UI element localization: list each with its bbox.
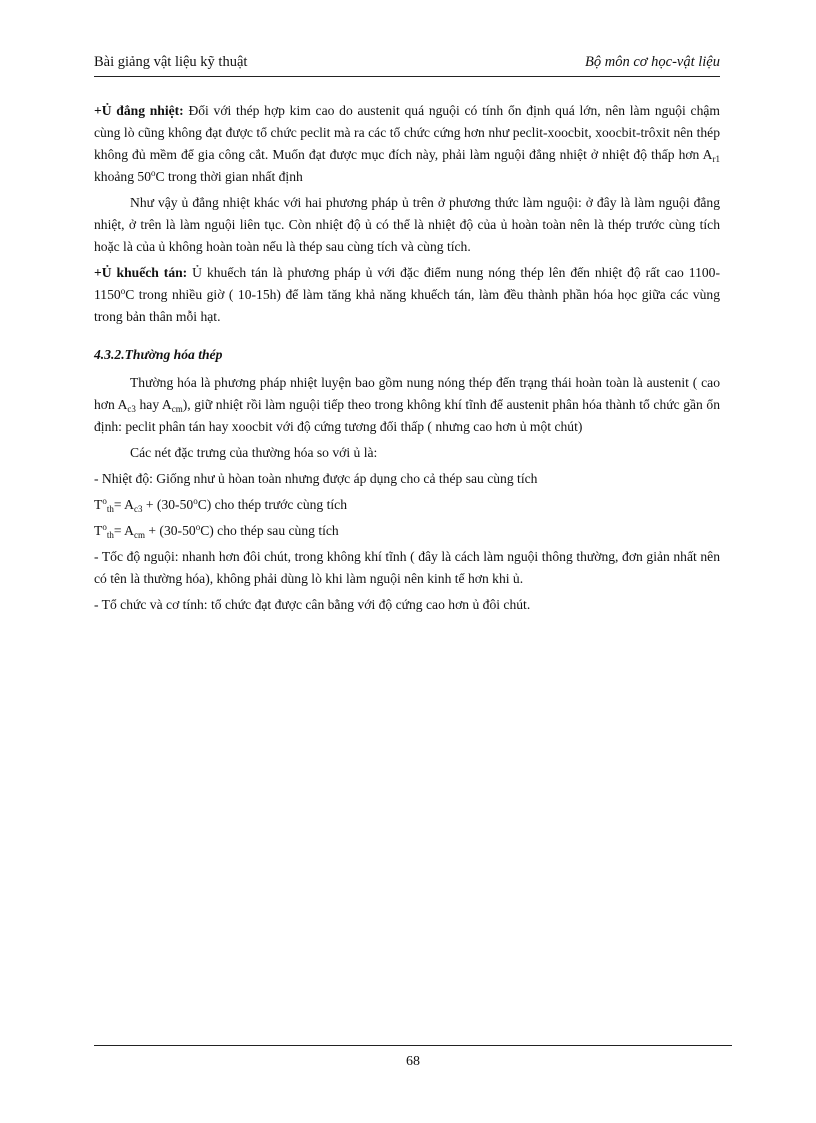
formula-hypoeutectoid: $T^o_{th}= A_{c3} + (30-50^oC)$ cho thép trước cùng tích xyxy=(94,496,348,514)
paragraph-diffusion-annealing: +Ủ khuếch tán: Ủ khuếch tán là phương pháp ủ với đặc điểm nung nóng thép lên đến nhiệt độ rất cao 1100-1150$^o$C trong nhiều giờ ( 10-15h) để làm tăng khả năng khuếch tán, làm đều thành phần hóa học giữa các vùng trong bản thân mỗi hạt. xyxy=(94,265,720,324)
paragraph-characteristics-intro: Các nét đặc trưng của thường hóa so với ủ là: xyxy=(130,445,378,460)
page-header xyxy=(94,50,720,77)
paragraph-isothermal-annealing: +Ủ đẳng nhiệt: Đối với thép hợp kim cao do austenit quá nguội có tính ổn định quá lớn, nên làm nguội chậm cùng lò cũng không đạt được tổ chức peclit mà ra các tổ chức cứng hơn như peclit-xoocbit, xoocbit-trôxit nên thép không đủ mềm để gia công cắt. Muốn đạt được mục đích này, phải làm nguội đẳng nhiệt ở nhiệt độ thấp hơn $A_{r1}$ khoảng 50$^o$C trong thời gian nhất định xyxy=(94,103,720,184)
term-diffusion-annealing: +Ủ khuếch tán: xyxy=(94,265,188,280)
paragraph-normalizing-definition: Thường hóa là phương pháp nhiệt luyện bao gồm nung nóng thép đến trạng thái hoàn toàn là austenit ( cao hơn $A_{c3}$ hay $A_{cm}$), giữ nhiệt rồi làm nguội tiếp theo trong không khí tĩnh để austenit phân hóa thành tổ chức gần ổn định: peclit phân tán hay xoocbit với độ cứng tương đối thấp ( nhưng cao hơn ủ một chút) xyxy=(94,375,721,434)
section-heading: 4.3.2.Thường hóa thép xyxy=(94,347,223,362)
paragraph-comparison: Như vậy ủ đẳng nhiệt khác với hai phương pháp ủ trên ở phương thức làm nguội: ở đây là làm nguội đẳng nhiệt, ở trên là làm nguội liên tục. Còn nhiệt độ ủ có thể là nhiệt độ của ủ hoàn toàn nên là thép trước cùng tích hoặc là của ủ không hoàn toàn nếu là thép sau cùng tích và cùng tích. xyxy=(94,195,720,254)
footer-divider xyxy=(94,1045,732,1046)
formula-hypereutectoid: $T^o_{th}= A_{cm} + (30-50^oC)$ cho thép sau cùng tích xyxy=(94,522,339,540)
page-number: 68 xyxy=(406,1054,420,1069)
term-isothermal-annealing: +Ủ đẳng nhiệt: xyxy=(94,103,184,118)
bullet-cooling-rate: - Tốc độ nguội: nhanh hơn đôi chút, trong không khí tĩnh ( đây là cách làm nguội thông thường, đơn giản nhất nên có tên là thường hóa), không phải dùng lò khi làm nguội nên kinh tế hơn khi ủ. xyxy=(94,549,720,586)
header-department: Bộ môn cơ học-vật liệu xyxy=(585,54,720,70)
page-body xyxy=(94,100,720,620)
bullet-temperature: - Nhiệt độ: Giống như ủ hòan toàn nhưng được áp dụng cho cả thép sau cùng tích xyxy=(94,471,538,486)
bullet-structure-properties: - Tổ chức và cơ tính: tổ chức đạt được cân bằng với độ cứng cao hơn ủ đôi chút. xyxy=(94,597,531,612)
header-course-title: Bài giảng vật liệu kỹ thuật xyxy=(94,54,248,70)
